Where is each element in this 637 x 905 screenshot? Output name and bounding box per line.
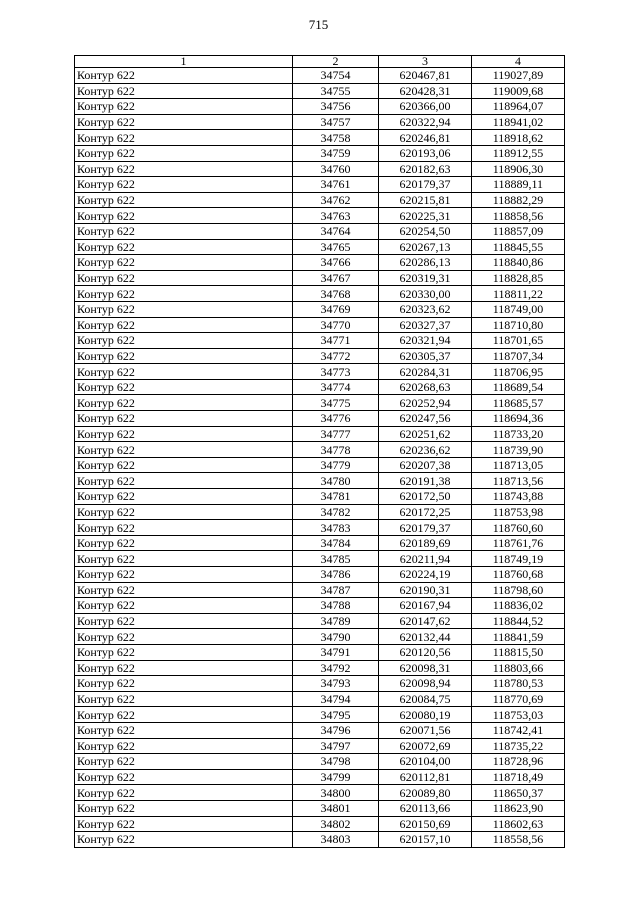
y-coordinate-cell: 118858,56: [472, 208, 565, 224]
x-coordinate-cell: 620321,94: [379, 333, 472, 349]
y-coordinate-cell: 118558,56: [472, 832, 565, 848]
contour-name-cell: Контур 622: [75, 769, 293, 785]
x-coordinate-cell: 620132,44: [379, 629, 472, 645]
table-row: [75, 489, 565, 505]
point-number-cell: 34756: [293, 99, 379, 115]
column-header-2: 2: [293, 56, 379, 68]
y-coordinate-cell: 118882,29: [472, 192, 565, 208]
x-coordinate-cell: 620084,75: [379, 691, 472, 707]
point-number-cell: 34764: [293, 223, 379, 239]
contour-name-cell: Контур 622: [75, 270, 293, 286]
y-coordinate-cell: 118845,55: [472, 239, 565, 255]
contour-name-cell: Контур 622: [75, 317, 293, 333]
x-coordinate-cell: 620246,81: [379, 130, 472, 146]
contour-name-cell: Контур 622: [75, 707, 293, 723]
x-coordinate-cell: 620191,38: [379, 473, 472, 489]
x-coordinate-cell: 620072,69: [379, 738, 472, 754]
x-coordinate-cell: 620098,94: [379, 676, 472, 692]
x-coordinate-cell: 620322,94: [379, 114, 472, 130]
point-number-cell: 34802: [293, 816, 379, 832]
y-coordinate-cell: 118889,11: [472, 177, 565, 193]
table-row: [75, 192, 565, 208]
point-number-cell: 34787: [293, 582, 379, 598]
column-header-1: 1: [75, 56, 293, 68]
table-row: [75, 816, 565, 832]
table-row: [75, 364, 565, 380]
contour-name-cell: Контур 622: [75, 395, 293, 411]
table-row: [75, 832, 565, 848]
table-row: [75, 411, 565, 427]
y-coordinate-cell: 118941,02: [472, 114, 565, 130]
y-coordinate-cell: 118713,05: [472, 457, 565, 473]
table-body: [75, 68, 565, 848]
table-row: [75, 68, 565, 84]
point-number-cell: 34789: [293, 613, 379, 629]
point-number-cell: 34788: [293, 598, 379, 614]
contour-name-cell: Контур 622: [75, 551, 293, 567]
table-row: [75, 660, 565, 676]
table-row: [75, 270, 565, 286]
y-coordinate-cell: 118906,30: [472, 161, 565, 177]
table-row: [75, 161, 565, 177]
contour-name-cell: Контур 622: [75, 629, 293, 645]
y-coordinate-cell: 118770,69: [472, 691, 565, 707]
x-coordinate-cell: 620207,38: [379, 457, 472, 473]
contour-name-cell: Контур 622: [75, 379, 293, 395]
x-coordinate-cell: 620193,06: [379, 145, 472, 161]
point-number-cell: 34792: [293, 660, 379, 676]
x-coordinate-cell: 620467,81: [379, 68, 472, 84]
point-number-cell: 34803: [293, 832, 379, 848]
x-coordinate-cell: 620167,94: [379, 598, 472, 614]
x-coordinate-cell: 620319,31: [379, 270, 472, 286]
table-row: [75, 317, 565, 333]
point-number-cell: 34786: [293, 567, 379, 583]
contour-name-cell: Контур 622: [75, 504, 293, 520]
x-coordinate-cell: 620251,62: [379, 426, 472, 442]
y-coordinate-cell: 118964,07: [472, 99, 565, 115]
table-row: [75, 395, 565, 411]
contour-name-cell: Контур 622: [75, 660, 293, 676]
point-number-cell: 34781: [293, 489, 379, 505]
y-coordinate-cell: 118733,20: [472, 426, 565, 442]
x-coordinate-cell: 620323,62: [379, 301, 472, 317]
table-row: [75, 239, 565, 255]
y-coordinate-cell: 118707,34: [472, 348, 565, 364]
x-coordinate-cell: 620182,63: [379, 161, 472, 177]
point-number-cell: 34799: [293, 769, 379, 785]
x-coordinate-cell: 620172,25: [379, 504, 472, 520]
point-number-cell: 34776: [293, 411, 379, 427]
point-number-cell: 34784: [293, 535, 379, 551]
table-row: [75, 691, 565, 707]
contour-name-cell: Контур 622: [75, 442, 293, 458]
contour-name-cell: Контур 622: [75, 301, 293, 317]
x-coordinate-cell: 620247,56: [379, 411, 472, 427]
table-row: [75, 769, 565, 785]
y-coordinate-cell: 118918,62: [472, 130, 565, 146]
point-number-cell: 34796: [293, 722, 379, 738]
x-coordinate-cell: 620236,62: [379, 442, 472, 458]
x-coordinate-cell: 620252,94: [379, 395, 472, 411]
contour-name-cell: Контур 622: [75, 114, 293, 130]
table-row: [75, 333, 565, 349]
point-number-cell: 34765: [293, 239, 379, 255]
y-coordinate-cell: 118753,03: [472, 707, 565, 723]
x-coordinate-cell: 620150,69: [379, 816, 472, 832]
y-coordinate-cell: 118836,02: [472, 598, 565, 614]
table-row: [75, 379, 565, 395]
y-coordinate-cell: 118728,96: [472, 754, 565, 770]
point-number-cell: 34797: [293, 738, 379, 754]
contour-name-cell: Контур 622: [75, 286, 293, 302]
contour-name-cell: Контур 622: [75, 411, 293, 427]
x-coordinate-cell: 620189,69: [379, 535, 472, 551]
y-coordinate-cell: 119009,68: [472, 83, 565, 99]
contour-name-cell: Контур 622: [75, 644, 293, 660]
x-coordinate-cell: 620327,37: [379, 317, 472, 333]
table-row: [75, 114, 565, 130]
x-coordinate-cell: 620284,31: [379, 364, 472, 380]
table-row: [75, 99, 565, 115]
y-coordinate-cell: 118749,00: [472, 301, 565, 317]
point-number-cell: 34754: [293, 68, 379, 84]
point-number-cell: 34770: [293, 317, 379, 333]
point-number-cell: 34762: [293, 192, 379, 208]
x-coordinate-cell: 620286,13: [379, 255, 472, 271]
x-coordinate-cell: 620225,31: [379, 208, 472, 224]
table-row: [75, 567, 565, 583]
contour-name-cell: Контур 622: [75, 676, 293, 692]
y-coordinate-cell: 118815,50: [472, 644, 565, 660]
y-coordinate-cell: 118753,98: [472, 504, 565, 520]
contour-name-cell: Контур 622: [75, 722, 293, 738]
point-number-cell: 34777: [293, 426, 379, 442]
point-number-cell: 34772: [293, 348, 379, 364]
y-coordinate-cell: 118749,19: [472, 551, 565, 567]
table-header-row: [75, 56, 565, 68]
point-number-cell: 34775: [293, 395, 379, 411]
contour-name-cell: Контур 622: [75, 754, 293, 770]
point-number-cell: 34767: [293, 270, 379, 286]
table-row: [75, 598, 565, 614]
contour-name-cell: Контур 622: [75, 426, 293, 442]
table-row: [75, 582, 565, 598]
point-number-cell: 34779: [293, 457, 379, 473]
table-row: [75, 520, 565, 536]
contour-name-cell: Контур 622: [75, 145, 293, 161]
contour-name-cell: Контур 622: [75, 130, 293, 146]
contour-name-cell: Контур 622: [75, 800, 293, 816]
x-coordinate-cell: 620268,63: [379, 379, 472, 395]
point-number-cell: 34766: [293, 255, 379, 271]
point-number-cell: 34759: [293, 145, 379, 161]
x-coordinate-cell: 620330,00: [379, 286, 472, 302]
table-row: [75, 286, 565, 302]
table-row: [75, 551, 565, 567]
point-number-cell: 34755: [293, 83, 379, 99]
contour-name-cell: Контур 622: [75, 83, 293, 99]
contour-name-cell: Контур 622: [75, 598, 293, 614]
x-coordinate-cell: 620224,19: [379, 567, 472, 583]
point-number-cell: 34795: [293, 707, 379, 723]
table-row: [75, 738, 565, 754]
point-number-cell: 34790: [293, 629, 379, 645]
contour-name-cell: Контур 622: [75, 832, 293, 848]
contour-name-cell: Контур 622: [75, 208, 293, 224]
x-coordinate-cell: 620215,81: [379, 192, 472, 208]
y-coordinate-cell: 118602,63: [472, 816, 565, 832]
table-row: [75, 301, 565, 317]
point-number-cell: 34793: [293, 676, 379, 692]
contour-name-cell: Контур 622: [75, 567, 293, 583]
y-coordinate-cell: 118840,86: [472, 255, 565, 271]
x-coordinate-cell: 620428,31: [379, 83, 472, 99]
table-row: [75, 130, 565, 146]
contour-name-cell: Контур 622: [75, 457, 293, 473]
x-coordinate-cell: 620305,37: [379, 348, 472, 364]
point-number-cell: 34774: [293, 379, 379, 395]
point-number-cell: 34798: [293, 754, 379, 770]
y-coordinate-cell: 118743,88: [472, 489, 565, 505]
contour-name-cell: Контур 622: [75, 816, 293, 832]
contour-name-cell: Контур 622: [75, 161, 293, 177]
table-row: [75, 223, 565, 239]
y-coordinate-cell: 118844,52: [472, 613, 565, 629]
contour-name-cell: Контур 622: [75, 582, 293, 598]
x-coordinate-cell: 620071,56: [379, 722, 472, 738]
x-coordinate-cell: 620113,66: [379, 800, 472, 816]
x-coordinate-cell: 620104,00: [379, 754, 472, 770]
point-number-cell: 34757: [293, 114, 379, 130]
table-row: [75, 785, 565, 801]
x-coordinate-cell: 620267,13: [379, 239, 472, 255]
y-coordinate-cell: 118761,76: [472, 535, 565, 551]
point-number-cell: 34768: [293, 286, 379, 302]
x-coordinate-cell: 620098,31: [379, 660, 472, 676]
x-coordinate-cell: 620147,62: [379, 613, 472, 629]
x-coordinate-cell: 620190,31: [379, 582, 472, 598]
y-coordinate-cell: 118706,95: [472, 364, 565, 380]
table-row: [75, 83, 565, 99]
x-coordinate-cell: 620112,81: [379, 769, 472, 785]
table-row: [75, 707, 565, 723]
table-row: [75, 426, 565, 442]
coordinates-table: [74, 55, 565, 848]
contour-name-cell: Контур 622: [75, 177, 293, 193]
contour-name-cell: Контур 622: [75, 520, 293, 536]
y-coordinate-cell: 118780,53: [472, 676, 565, 692]
page-number: 715: [308, 17, 329, 32]
x-coordinate-cell: 620179,37: [379, 520, 472, 536]
contour-name-cell: Контур 622: [75, 691, 293, 707]
y-coordinate-cell: 118841,59: [472, 629, 565, 645]
table-row: [75, 442, 565, 458]
contour-name-cell: Контур 622: [75, 364, 293, 380]
contour-name-cell: Контур 622: [75, 192, 293, 208]
table-row: [75, 473, 565, 489]
table-row: [75, 504, 565, 520]
table-row: [75, 208, 565, 224]
table-row: [75, 348, 565, 364]
point-number-cell: 34801: [293, 800, 379, 816]
table-row: [75, 177, 565, 193]
x-coordinate-cell: 620366,00: [379, 99, 472, 115]
table-row: [75, 613, 565, 629]
y-coordinate-cell: 118803,66: [472, 660, 565, 676]
x-coordinate-cell: 620179,37: [379, 177, 472, 193]
point-number-cell: 34761: [293, 177, 379, 193]
y-coordinate-cell: 118912,55: [472, 145, 565, 161]
point-number-cell: 34773: [293, 364, 379, 380]
point-number-cell: 34763: [293, 208, 379, 224]
point-number-cell: 34758: [293, 130, 379, 146]
point-number-cell: 34794: [293, 691, 379, 707]
y-coordinate-cell: 118710,80: [472, 317, 565, 333]
point-number-cell: 34780: [293, 473, 379, 489]
column-header-4: 4: [472, 56, 565, 68]
x-coordinate-cell: 620254,50: [379, 223, 472, 239]
point-number-cell: 34782: [293, 504, 379, 520]
y-coordinate-cell: 118623,90: [472, 800, 565, 816]
contour-name-cell: Контур 622: [75, 489, 293, 505]
table-row: [75, 676, 565, 692]
contour-name-cell: Контур 622: [75, 473, 293, 489]
contour-name-cell: Контур 622: [75, 785, 293, 801]
table-row: [75, 754, 565, 770]
x-coordinate-cell: 620080,19: [379, 707, 472, 723]
table-row: [75, 145, 565, 161]
contour-name-cell: Контур 622: [75, 99, 293, 115]
contour-name-cell: Контур 622: [75, 333, 293, 349]
point-number-cell: 34800: [293, 785, 379, 801]
column-header-3: 3: [379, 56, 472, 68]
table-row: [75, 629, 565, 645]
contour-name-cell: Контур 622: [75, 613, 293, 629]
contour-name-cell: Контур 622: [75, 68, 293, 84]
y-coordinate-cell: 118689,54: [472, 379, 565, 395]
contour-name-cell: Контур 622: [75, 255, 293, 271]
x-coordinate-cell: 620089,80: [379, 785, 472, 801]
x-coordinate-cell: 620172,50: [379, 489, 472, 505]
point-number-cell: 34769: [293, 301, 379, 317]
x-coordinate-cell: 620157,10: [379, 832, 472, 848]
y-coordinate-cell: 118735,22: [472, 738, 565, 754]
y-coordinate-cell: 118742,41: [472, 722, 565, 738]
point-number-cell: 34783: [293, 520, 379, 536]
y-coordinate-cell: 118811,22: [472, 286, 565, 302]
x-coordinate-cell: 620211,94: [379, 551, 472, 567]
y-coordinate-cell: 118650,37: [472, 785, 565, 801]
y-coordinate-cell: 118694,36: [472, 411, 565, 427]
table-row: [75, 255, 565, 271]
contour-name-cell: Контур 622: [75, 738, 293, 754]
contour-name-cell: Контур 622: [75, 223, 293, 239]
contour-name-cell: Контур 622: [75, 348, 293, 364]
y-coordinate-cell: 118760,68: [472, 567, 565, 583]
y-coordinate-cell: 118685,57: [472, 395, 565, 411]
table-row: [75, 535, 565, 551]
y-coordinate-cell: 118713,56: [472, 473, 565, 489]
table-row: [75, 800, 565, 816]
point-number-cell: 34771: [293, 333, 379, 349]
x-coordinate-cell: 620120,56: [379, 644, 472, 660]
contour-name-cell: Контур 622: [75, 239, 293, 255]
y-coordinate-cell: 118828,85: [472, 270, 565, 286]
point-number-cell: 34785: [293, 551, 379, 567]
y-coordinate-cell: 118760,60: [472, 520, 565, 536]
y-coordinate-cell: 118739,90: [472, 442, 565, 458]
y-coordinate-cell: 118701,65: [472, 333, 565, 349]
table-row: [75, 644, 565, 660]
y-coordinate-cell: 118857,09: [472, 223, 565, 239]
contour-name-cell: Контур 622: [75, 535, 293, 551]
point-number-cell: 34778: [293, 442, 379, 458]
point-number-cell: 34791: [293, 644, 379, 660]
table-row: [75, 722, 565, 738]
y-coordinate-cell: 118798,60: [472, 582, 565, 598]
y-coordinate-cell: 118718,49: [472, 769, 565, 785]
table-row: [75, 457, 565, 473]
point-number-cell: 34760: [293, 161, 379, 177]
y-coordinate-cell: 119027,89: [472, 68, 565, 84]
